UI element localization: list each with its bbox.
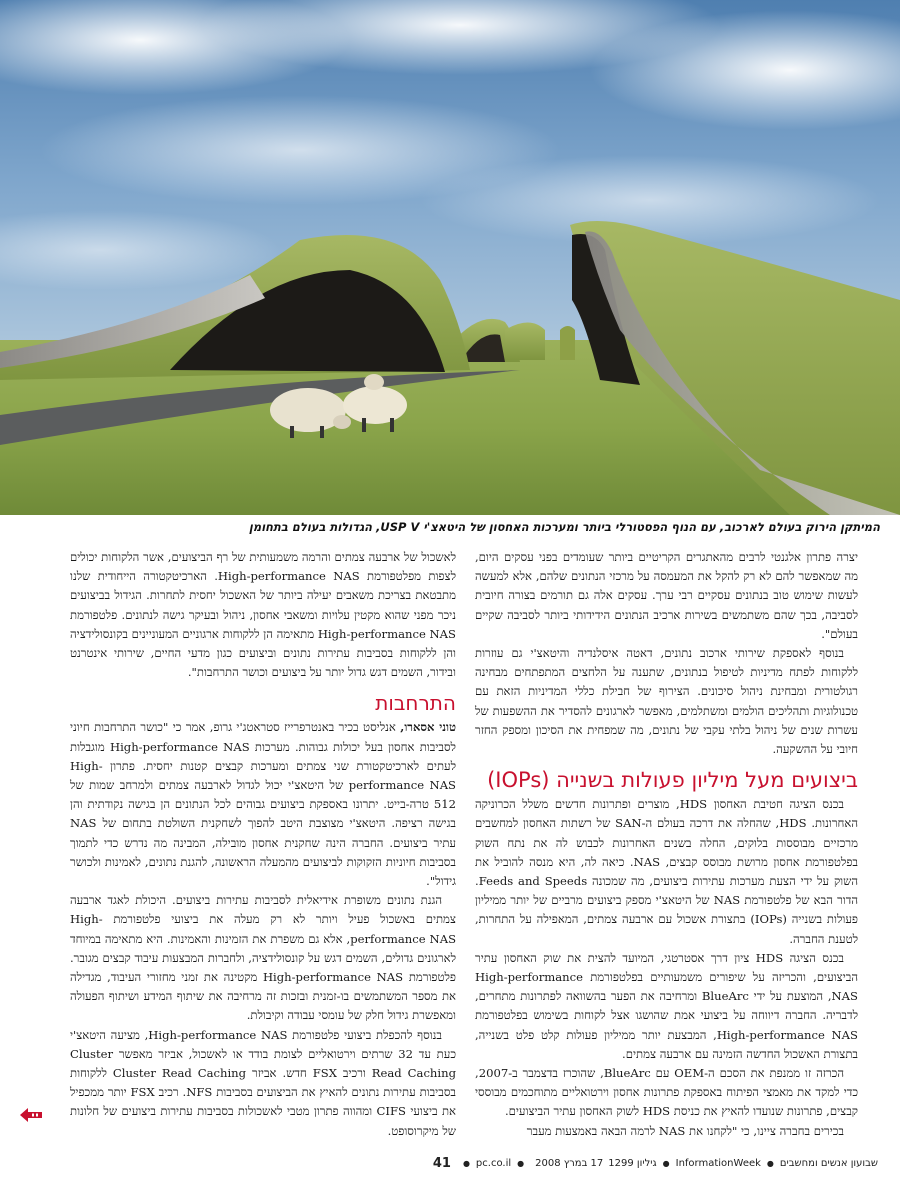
bullet-icon: ● xyxy=(662,1158,670,1168)
paragraph-text: אנליסט בכיר באנטרפרייז סטראטג'י גרופ, אמר כי "כושר התרחבות חיוני לסביבות אחסון בעל יכולות גבוהות. מערכות High-performance NAS מוגבלות לעתים לארכיטקטורת שני צמתים ומערכות קבצים קטנות יחסית. פתרון High-performance NAS של היטאצ'י יכול לגדול לארבעה צמתים ולמרחב שמות של 512 טרה-בייט. יתרונו באספקת ביצועים גבוהים לכל הנתונים הן בגישה נקודתית והן בגישה רציפה. היטאצ'י מצוצבת היטב להפוך לשחקנית השולטת בתחום של NAS עתיר ביצועים. החברה הינה שחקנית אחסון מובילה, המבינה מה נדרש כדי לתמוך בסביבות חיוניות הזקוקות לביצועים מהמעלה הראשונה, להגנת נתונים, לאמינות ולכושר גידול". xyxy=(70,720,457,889)
footer-date: 17 במרץ 2008 xyxy=(535,1157,604,1169)
paragraph: יצרה פתרון אלגנטי לרבים מהאתגרים הקריטיים ביותר שעומדים בפני עסקים היום, מה שמאפשר להם לא רק להקל את המעמסה על מרכזי הנתונים שלהם, אלא למעשה לעשות שימוש טוב בנתונים עסקיים רבי ערך. עסקים אלה גם תורמים בצורה חיובית לסביבה, בכך שהם משתמשים בשירות ארכיב הנתונים הידידותי ביותר לסביבה שקיים בעולם". xyxy=(475,550,858,641)
page-footer xyxy=(60,1153,878,1173)
paragraph: בכנס הציגה חטיבת האחסון HDS, מוצרים ופתרונות חדשים משלל הכרוניקה האחרונות. HDS, שהחלה את דרכה בעולם ה-SAN של רשתות האחסון למחשבים מרכזיים מבוססות בלוקים, החלה בשנים האחרונות לכבוש לה את נתח השוק בפלטפורמת אחסון מרושת מבוסס קבצים, NAS. כיאה לה, היא מנסה להוביל את השוק על ידי הצעת מערכות עתירות ביצועים, מה שמכונה Feeds and Speeds. הדור הבא של פלטפורמת NAS של היטאצ'י מספק ביצועים מרביים של יותר ממיליון פעולות בשנייה (IOPs) בתצורת אשכול עם ארבעה צמתים, המאפילה על התחרות, לטענת החברה. xyxy=(475,797,859,946)
bullet-icon: ● xyxy=(517,1158,525,1168)
photo-caption: המיתקן הירוק בעולם לארכוב, עם הנוף הפסטורלי ביותר ומערכות האחסון של היטאצ'י USP V, הגדולות בעולם בתחומן xyxy=(248,520,880,534)
article-column-left xyxy=(70,548,456,1141)
paragraph: הגנת נתונים משופרת אידיאלית לסביבות עתירות ביצועים. היכולת לאגד ארבעה צמתים באשכול פעיל ויותר לא רק מעלה את ביצועי פלטפורמת High-performance NAS, אלא גם משפרת את הזמינות והאמינות. היא מתאימה במיוחד לארגונים גדולים, השמים דגש על קונסולידציה, ולחברות המבצעות עיבוד קבצים מגובר. פלטפורמת High-performance NAS מקטינה את זמני מחזורי העיבוד, מגדילה את מספר המשתמשים בו-זמנית ובזכות זה מרחיבה את שיתוף המידע ושיתוף הפעולה ומאפשרת גידול חלק של עומסי עבודה וקיבולת. xyxy=(70,893,457,1023)
paragraph: הכרזה זו ממנפת את הסכם ה-OEM עם BlueArc, שהוכרז בדצמבר ב-2007, כדי למקד את מאמצי הפיתוח באספקת פתרונות אחסון וירטואליים מתוחכמים מבוססי קבצים, פתרונות שנועדו להאיץ את כניסת HDS לשוק האחסון עתיר הביצועים. xyxy=(475,1066,858,1119)
paragraph: בכירים בחברה ציינו, כי "לקחנו את NAS לרמה הבאה באמצעות מעבר xyxy=(526,1123,844,1138)
paragraph: בנוסף לאספקת שירותי ארכוב נתונים, דאטה איסלנדיה והיטאצ'י גם עוזרות ללקוחות לפתח מדיניות לטיפול בנתונים, שתענה על הלחצים המתפתחים מבחינה רגולטורית ומבחינת ניהול סיכונים. הצירוף של חבילת כללי המדיניות הזאת עם טכנולוגיות ותהליכים הולמים ומשתלמים, מאפשר לארגונים להסדיר את ההשפעות של עשרות שנים של ניהול בלתי עקבי של נתונים, מה שמפחית את הסיכון ומספק החזר חיובי על ההשקעה. xyxy=(475,646,858,757)
footer-magazine: שבועון אנשים ומחשבים xyxy=(779,1157,878,1169)
continue-arrow-icon xyxy=(18,1106,44,1124)
hero-photo xyxy=(0,0,900,515)
paragraph xyxy=(70,718,456,891)
quoted-person-name: טוני אסארו, xyxy=(400,720,457,735)
section-heading: התרחבות xyxy=(375,691,456,716)
bullet-icon: ● xyxy=(462,1158,470,1168)
paragraph: לאשכול של ארבעה צמתים והרמה משמעותית של רף הביצועים, אשר הלקוחות יכולים לצפות מפלטפורמת High-performance NAS. הארכיטקטורה הייחודית שלנו מתבטאת בצריכת משאבים יעילה ביותר של האשכול יחסית לתחרות. הגידול בביצועים ניכר מפני שהוא מקטין עלויות ומשאבי אחסון, ניהול ובעיקר גישה לנתונים. פלטפורמת High-performance NAS מתאימה הן ללקוחות ארגוניים המעוניינים בקונסולידציה והן ללקוחות בסביבות עתירות נתונים וביצועים כגון מדעי החיים, שירותי אינטרנט ובידור, השמים דגש גדול יותר על ביצועים וכושר התרחבות". xyxy=(70,550,456,680)
footer-brand: InformationWeek xyxy=(675,1157,761,1169)
paragraph: בנוסף להכפלת ביצועי פלטפורמת High-performance NAS, מציעה היטאצ'י כעת עד 32 שרתים וירטואליים לצומת בודד או לאשכול, אביזר מאפשר Cluster Read Caching ורכיב FSX חדש. אביזר Cluster Read Caching ללקוחות בסביבות עתירות נתונים להאיץ את הביצועים בסביבות NFS. רכיב FSX יותר ממכפיל את ביצועי CIFS ומהווה פתרון מטבי לאשכולות בסביבות עתירות ביצועים של חלונות של מיקרוסופט. xyxy=(70,1027,456,1138)
section-heading: ביצועים מעל מיליון פעולות בשנייה (IOPs) xyxy=(487,768,858,793)
footer-site: pc.co.il xyxy=(475,1157,512,1169)
article-column-right xyxy=(475,548,858,1141)
bullet-icon: ● xyxy=(766,1158,774,1168)
page-number: 41 xyxy=(432,1155,451,1171)
footer-issue: גיליון 1299 xyxy=(608,1157,657,1169)
paragraph: בכנס הציגה HDS ציון דרך אסטרטגי, המיועד להצית את שוק האחסון עתיר הביצועים, והכריזה על שיפורים משמעותיים בפלטפורמת High-performance NAS, המוצעת על ידי BlueArc ומרחיבה את הפער בהשוואה לפתרונות מתחרים, לדבריה. החברה דיווחה על ביצועי אמת שהושגו אצל לקוחות בשימוש בפלטפורמת High-performance NAS, המבצעת יותר ממיליון פעולות קלט פלט בשנייה, בתצורת האשכול החדשה הזמינה עם ארבעה צמתים. xyxy=(475,950,858,1061)
